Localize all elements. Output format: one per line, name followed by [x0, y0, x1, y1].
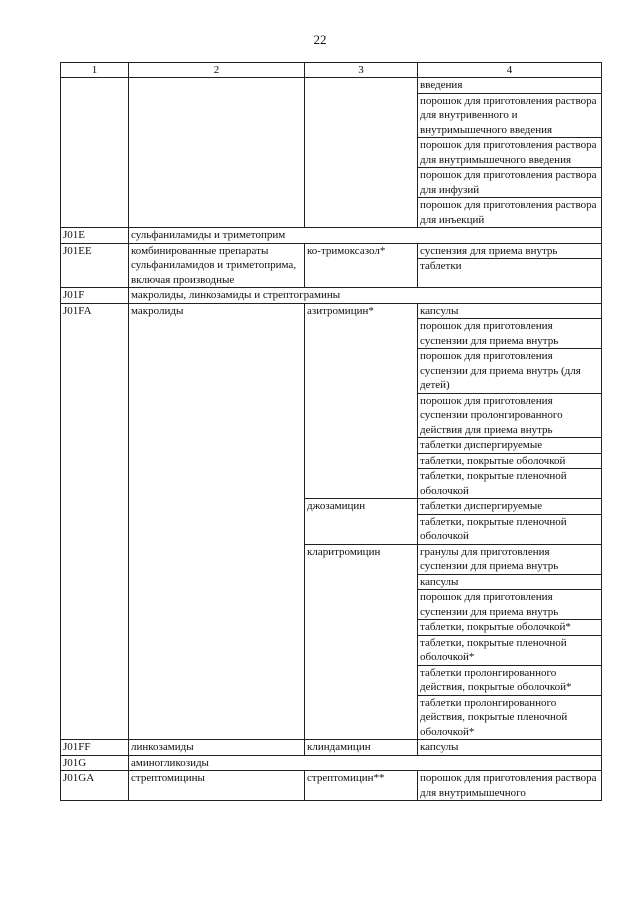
form-item: введения [418, 78, 601, 94]
table-row [61, 78, 602, 228]
code-cell: J01GA [61, 771, 129, 801]
form-item: порошок для приготовления суспензии пролонгированного действия для приема внутрь [418, 394, 601, 439]
col-header-1: 1 [61, 63, 129, 78]
form-item: порошок для приготовления раствора для внутривенного и внутримышечного введения [418, 94, 601, 139]
group-name-cell: сульфаниламиды и триметоприм [129, 228, 602, 244]
drug-cell: азитромицин* [305, 303, 418, 499]
col-header-2: 2 [129, 63, 305, 78]
forms-cell [418, 243, 602, 288]
form-item: таблетки пролонгированного действия, покрытые пленочной оболочкой* [420, 696, 568, 738]
code-cell: J01E [61, 228, 129, 244]
group-name-cell: аминогликозиды [129, 755, 602, 771]
name-cell: комбинированные препараты сульфаниламидов и триметоприма, включая производные [129, 243, 305, 288]
form-item: таблетки пролонгированного действия, покрытые оболочкой* [418, 666, 601, 696]
form-item: порошок для приготовления суспензии для приема внутрь (для детей) [418, 349, 601, 394]
name-cell: стрептомицины [129, 771, 305, 801]
forms-cell [418, 303, 602, 499]
form-item: таблетки, покрытые пленочной оболочкой [420, 470, 567, 497]
table-row [61, 288, 602, 304]
forms-cell [418, 499, 602, 545]
drug-cell: стрептомицин** [305, 771, 418, 801]
table-row [61, 303, 602, 499]
code-cell: J01FA [61, 303, 129, 740]
drug-cell [305, 78, 418, 228]
form-item: таблетки диспергируемые [418, 499, 601, 515]
form-item: таблетки, покрытые оболочкой [418, 454, 601, 470]
table-row [61, 740, 602, 756]
name-cell: макролиды [129, 303, 305, 740]
drug-cell: ко-тримоксазол* [305, 243, 418, 288]
form-item: порошок для приготовления суспензии для приема внутрь [418, 590, 601, 620]
drug-cell: кларитромицин [305, 544, 418, 740]
code-cell: J01G [61, 755, 129, 771]
form-item: порошок для приготовления раствора для внутримышечного [420, 772, 597, 799]
table-row [61, 755, 602, 771]
form-item: капсулы [420, 741, 459, 753]
col-header-3: 3 [305, 63, 418, 78]
form-item: суспензия для приема внутрь [418, 244, 601, 260]
table-row [61, 243, 602, 288]
drug-cell: клиндамицин [305, 740, 418, 756]
form-item: гранулы для приготовления суспензии для приема внутрь [418, 545, 601, 575]
form-item: таблетки, покрытые пленочной оболочкой* [418, 636, 601, 666]
form-item: капсулы [418, 575, 601, 591]
code-cell [61, 78, 129, 228]
form-item: порошок для приготовления раствора для внутримышечного введения [418, 138, 601, 168]
form-item: таблетки, покрытые пленочной оболочкой [420, 515, 567, 542]
form-item: таблетки [420, 260, 462, 272]
forms-cell [418, 740, 602, 756]
name-cell: линкозамиды [129, 740, 305, 756]
header-row [61, 63, 602, 78]
col-header-4: 4 [418, 63, 602, 78]
group-name-cell: макролиды, линкозамиды и стрептограмины [129, 288, 602, 304]
forms-cell [418, 78, 602, 228]
forms-cell [418, 544, 602, 740]
form-item: порошок для приготовления раствора для инфузий [418, 168, 601, 198]
form-item: порошок для приготовления раствора для инъекций [420, 199, 597, 226]
drug-cell: джозамицин [305, 499, 418, 545]
name-cell [129, 78, 305, 228]
form-item: таблетки диспергируемые [418, 438, 601, 454]
form-item: капсулы [418, 304, 601, 320]
table-row [61, 228, 602, 244]
form-item: таблетки, покрытые оболочкой* [418, 620, 601, 636]
medicine-table [60, 62, 602, 801]
forms-cell [418, 771, 602, 801]
code-cell: J01FF [61, 740, 129, 756]
code-cell: J01EE [61, 243, 129, 288]
table-row [61, 771, 602, 801]
code-cell: J01F [61, 288, 129, 304]
page-number: 22 [313, 32, 327, 47]
form-item: порошок для приготовления суспензии для приема внутрь [418, 319, 601, 349]
